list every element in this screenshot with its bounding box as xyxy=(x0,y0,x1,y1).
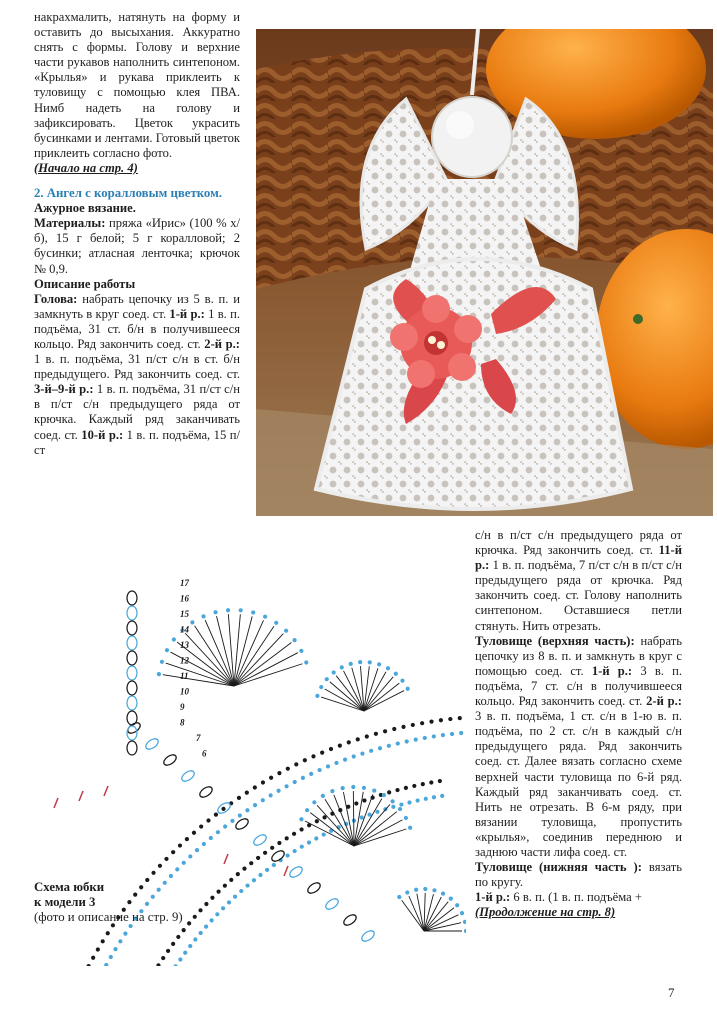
lower-row1-label: 1-й р.: xyxy=(475,890,511,905)
lower-row1-paragraph xyxy=(475,890,682,905)
row11-label: 11-й р.: xyxy=(475,543,682,573)
cont-text: с/н в п/ст с/н предыдущего ряда от крючка. Ряд закончить соед. ст. xyxy=(475,528,682,558)
diagram-row-number: 16 xyxy=(180,593,189,604)
row3-label: 3-й–9-й р.: xyxy=(34,382,94,397)
row2-label: 2-й р.: xyxy=(204,336,240,351)
diagram-row-number: 11 xyxy=(180,671,189,681)
page-number: 7 xyxy=(668,985,675,1000)
torso-upper-text: набрать цепочку из 8 в. п. и замкнуть в круг с помощью соед. ст. xyxy=(475,633,682,678)
row10-text: 1 в. п. подъёма, 15 п/ст xyxy=(34,427,240,457)
torso-upper-label: Туловище (верхняя часть): xyxy=(475,633,635,648)
angel-photo xyxy=(256,29,713,516)
caption-line-1: Схема юбки xyxy=(34,880,105,894)
head-paragraph xyxy=(34,292,240,458)
torso-lower-label: Туловище (нижняя часть ): xyxy=(475,860,642,875)
intro-paragraph: накрахмалить, натянуть на форму и оставить до высыхания. Аккуратно снять с формы. Голову и верхние части рукавов наполнить синтепоном. «Крылья» и рукава приклеить к туловищу с помощью клея ПВА. Нимб надеть на голову и зафиксировать. Цветок украсить бусинками и лентами. Готовый цветок приклеить согласно фото. xyxy=(34,10,240,160)
caption-line-3: (фото и описание на стр. 9) xyxy=(34,910,183,924)
row11-text: 1 в. п. подъёма, 7 п/ст с/н в п/ст с/н предыдущего ряда от крючка. Ряд закончить соед. ст. Голову наполнить синтепоном. Оставшиеся петли стянуть. Нить отрезать. xyxy=(475,558,682,633)
materials-paragraph xyxy=(34,216,240,276)
diagram-row-numbers xyxy=(180,578,207,759)
row2-text: 1 в. п. подъёма, 31 п/ст с/н в ст. б/н предыдущего. Ряд закончить соед. ст. xyxy=(34,352,240,382)
subtitle: Ажурное вязание. xyxy=(34,201,136,216)
diagram-row-number: 7 xyxy=(196,733,201,743)
head-label: Голова: xyxy=(34,291,78,306)
continuation-paragraph xyxy=(475,528,682,634)
torso-row2-label: 2-й р.: xyxy=(646,694,682,709)
section-title: 2. Ангел с коралловым цветком. xyxy=(34,186,223,201)
row3-text: 1 в. п. подъёма, 31 п/ст с/н в п/ст с/н предыдущего ряда от крючка. Каждый ряд заканчивать соед. ст. xyxy=(34,382,240,442)
row1-label: 1-й р.: xyxy=(169,306,205,321)
diagram-chain-rows xyxy=(34,716,463,966)
torso-row2-text: 3 в. п. подъёма, 1 ст. с/н в 1-ю в. п. подъёма, по 2 ст. с/н в каждый с/н предыдущего ряда. Ряд закончить соед. ст. Далее вязать согласно схеме верхней части туловища по 6-й ряд. Каждый ряд заканчивать соед. ст. Нить не отрезать. В 6-м ряду, при вязании туловища, пропустить «крылья», соединив переднюю и заднюю части лифа соед. ст. xyxy=(475,709,682,859)
continued-from-reference: (Начало на стр. 4) xyxy=(34,160,138,175)
right-text-column xyxy=(475,528,682,920)
lower-row1-text: 6 в. п. (1 в. п. подъёма + xyxy=(510,890,642,905)
torso-row1-text: 3 в. п. подъёма, 7 ст. с/н в получившееся кольцо. Ряд закончить соед. ст. xyxy=(475,663,682,709)
diagram-caption xyxy=(34,880,224,925)
torso-lower-text: вязать по кругу. xyxy=(475,860,682,890)
materials-text: пряжа «Ирис» (100 % х/б), 15 г белой; 5 г коралловой; 2 бусинки; атласная ленточка; крючок № 0,9. xyxy=(34,216,240,276)
diagram-row-number: 10 xyxy=(180,686,189,697)
caption-line-2: к модели 3 xyxy=(34,895,96,909)
diagram-row-number: 17 xyxy=(180,578,189,588)
diagram-row-number: 6 xyxy=(202,748,207,759)
row10-label: 10-й р.: xyxy=(81,427,124,442)
diagram-row-number: 14 xyxy=(180,624,189,635)
description-label: Описание работы xyxy=(34,276,136,291)
row1-text: 1 в. п. подъёма, 31 ст. б/н в получившееся кольцо. Ряд закончить соед. ст. xyxy=(34,306,240,351)
torso-lower-paragraph xyxy=(475,860,682,890)
torso-upper-paragraph xyxy=(475,634,682,860)
diagram-row-number: 9 xyxy=(180,702,185,712)
diagram-row-number: 13 xyxy=(180,640,189,650)
diagram-row-number: 15 xyxy=(180,609,189,619)
diagram-row-number: 8 xyxy=(180,717,185,728)
materials-label: Материалы: xyxy=(34,216,106,231)
head-text: набрать цепочку из 5 в. п. и замкнуть в круг соед. ст. xyxy=(34,291,240,321)
diagram-row-number: 12 xyxy=(180,655,189,666)
left-text-column xyxy=(34,10,240,458)
continued-on-reference: (Продолжение на стр. 8) xyxy=(475,905,616,920)
torso-row1-label: 1-й р.: xyxy=(591,663,633,678)
